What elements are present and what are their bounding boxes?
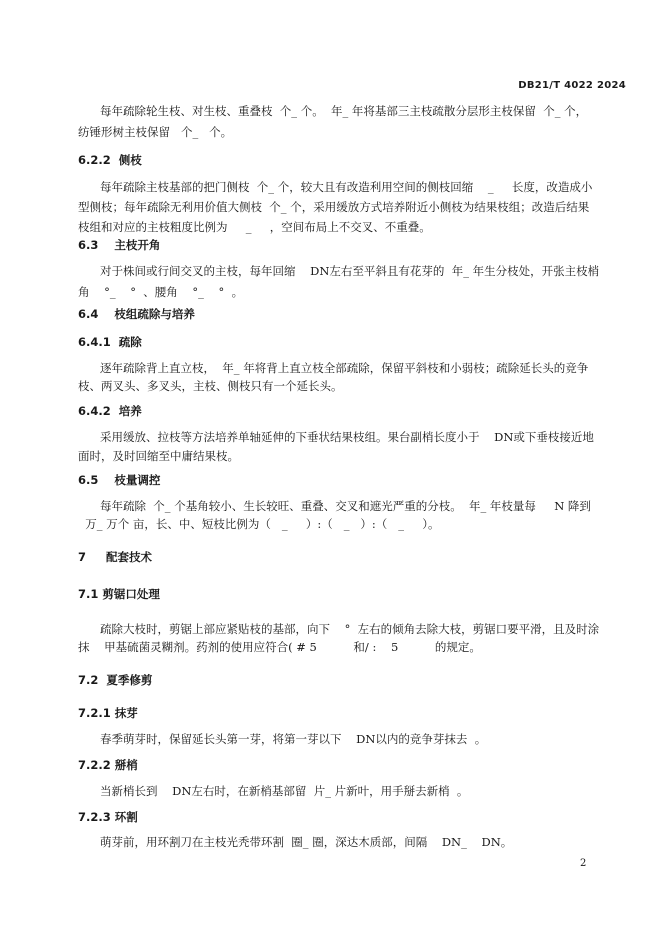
- section-heading: 7.2.3 环割: [78, 810, 138, 824]
- section-heading: 7.2.2 掰梢: [78, 758, 138, 772]
- paragraph-line: 当新梢长到 DN左右时，在新梢基部留 片_ 片新叶，用手掰去新梢 。: [100, 784, 469, 798]
- section-heading: 7.2.1 抹芽: [78, 706, 138, 720]
- paragraph-line: 万_ 万个 亩，长、中、短枝比例为（ _ ）:（ _ ）:（ _ ）。: [78, 517, 440, 531]
- section-heading: 6.5 枝量调控: [78, 473, 161, 487]
- paragraph-line: 枝、两叉头、多叉头，主枝、侧枝只有一个延长头。: [78, 379, 343, 393]
- section-heading: 6.4.1 疏除: [78, 335, 142, 349]
- paragraph-line: 面时，及时回缩至中庸结果枝。: [78, 449, 239, 463]
- chapter-heading: 7 配套技术: [78, 550, 153, 564]
- paragraph-line: 抹 甲基硫菌灵糊剂。药剂的使用应符合( # 5 和/ : 5 的规定。: [78, 640, 481, 654]
- section-heading: 6.2.2 侧枝: [78, 153, 142, 167]
- paragraph-line: 采用缓放、拉枝等方法培养单轴延伸的下垂状结果枝组。果台副梢长度小于 DN或下垂枝接近地: [100, 430, 594, 444]
- section-heading: 7.1 剪锯口处理: [78, 587, 160, 601]
- paragraph-line: 每年疏除主枝基部的把门侧枝 个_ 个，较大且有改造利用空间的侧枝回缩 _ 长度，改造成小: [100, 180, 593, 194]
- paragraph-line: 枝组和对应的主枝粗度比例为 _ ，空间布局上不交叉、不重叠。: [78, 220, 431, 234]
- page-number: 2: [580, 858, 587, 869]
- paragraph-line: 对于株间或行间交叉的主枝，每年回缩 DN左右至平斜且有花芽的 年_ 年生分枝处，开张主枝梢: [100, 264, 600, 278]
- section-heading: 6.3 主枝开角: [78, 238, 161, 252]
- paragraph-line: 纺锤形树主枝保留 个_ 个。: [78, 125, 233, 139]
- paragraph-line: 每年疏除 个_ 个基角较小、生长较旺、重叠、交叉和遮光严重的分枝。 年_ 年枝量每 N 降到: [100, 499, 591, 513]
- section-heading: 6.4 枝组疏除与培养: [78, 307, 195, 321]
- paragraph-line: 萌芽前，用环割刀在主枝光秃带环割 圈_ 圈，深达木质部，间隔 DN_ DN。: [100, 835, 513, 849]
- paragraph-line: 逐年疏除背上直立枝， 年_ 年将背上直立枝全部疏除，保留平斜枝和小弱枝；疏除延长头的竞争: [100, 361, 589, 375]
- paragraph-line: 型侧枝；每年疏除无利用价值大侧枝 个_ 个，采用缓放方式培养附近小侧枝为结果枝组；改造后结果: [78, 200, 590, 214]
- paragraph-line: 疏除大枝时，剪锯上部应紧贴枝的基部，向下 ° 左右的倾角去除大枝，剪锯口要平滑，且及时涂: [100, 622, 600, 636]
- paragraph-line: 每年疏除轮生枝、对生枝、重叠枝 个_ 个。 年_ 年将基部三主枝疏散分层形主枝保留 个_ 个，: [100, 104, 588, 118]
- section-heading: 7.2 夏季修剪: [78, 673, 153, 687]
- paragraph-line: 春季萌芽时，保留延长头第一芽，将第一芽以下 DN以内的竞争芽抹去 。: [100, 732, 487, 746]
- section-heading: 6.4.2 培养: [78, 404, 142, 418]
- paragraph-line: 角 °_ ° 、腰角 °_ ° 。: [78, 285, 244, 299]
- document-code: DB21/T 4022 2024: [518, 80, 626, 91]
